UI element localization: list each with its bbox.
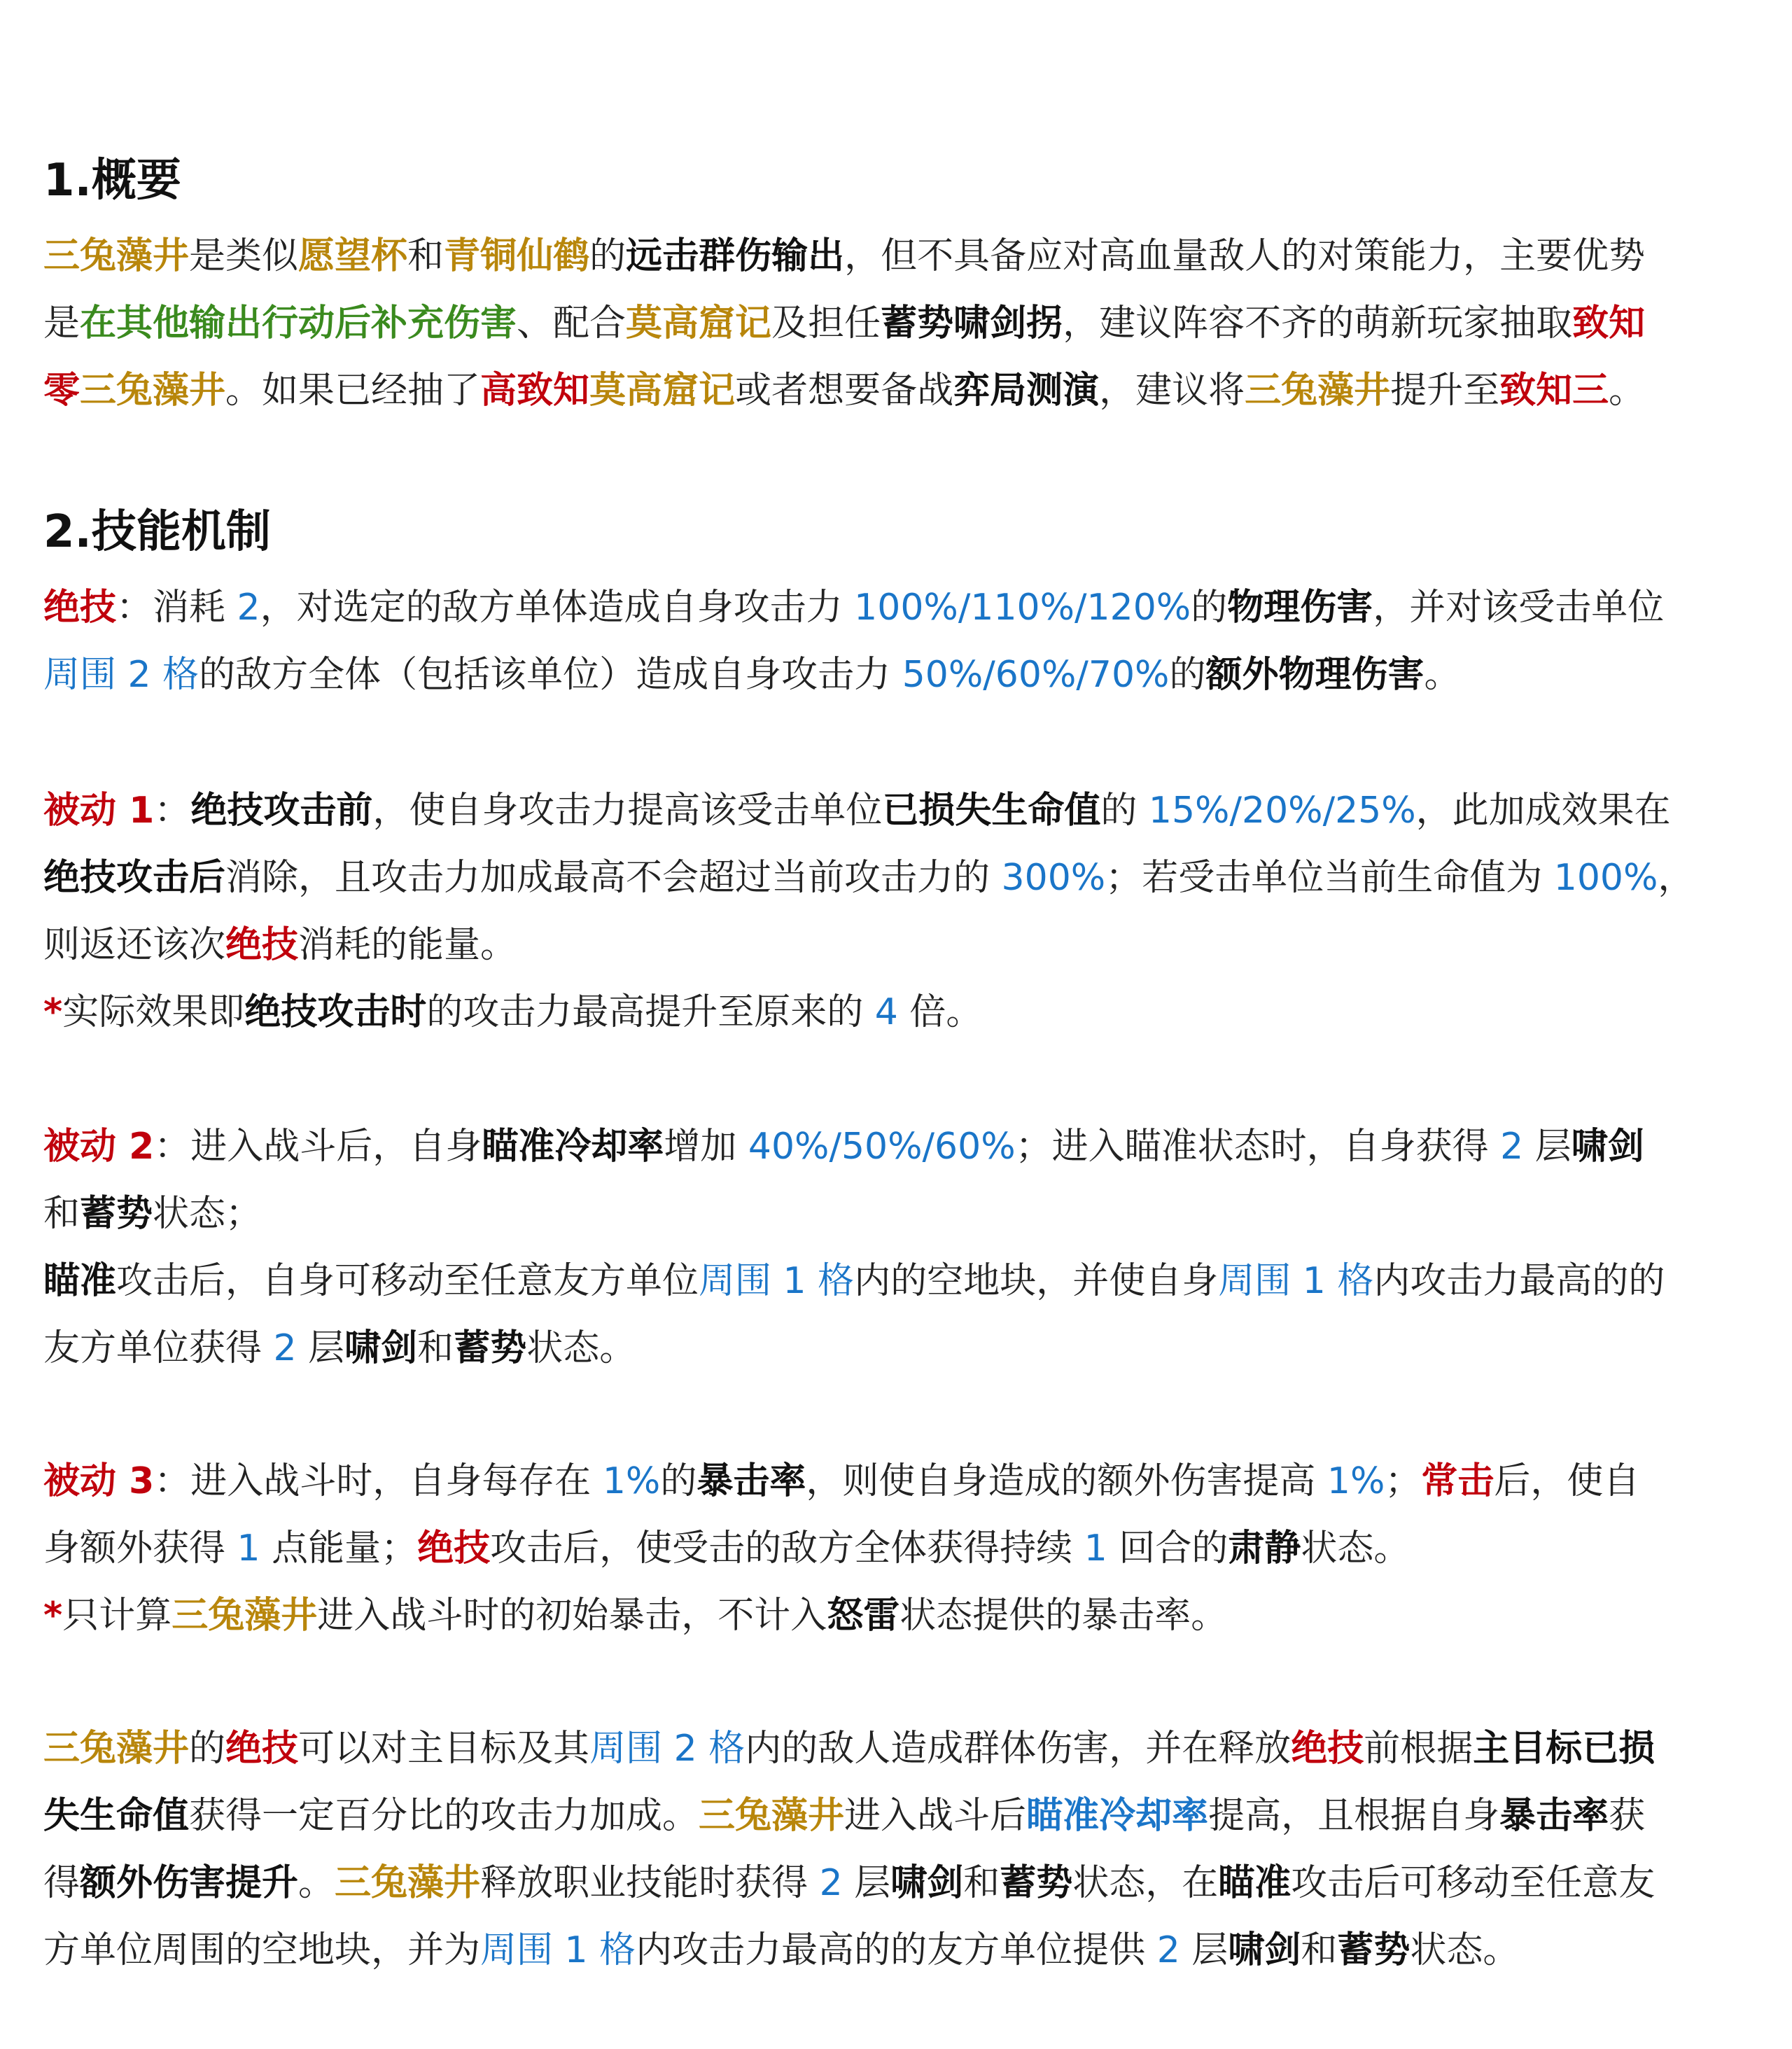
term-mogaokuji: 莫高窟记 [589,370,736,412]
section-heading-overview: 1.概要 [43,155,181,207]
term-sanzaojing: 三兔藻井 [1245,370,1391,412]
term: 暴击率 [696,1460,806,1502]
text: 可以对主目标及其 [298,1728,590,1770]
value: 周围 1 格 [1218,1260,1374,1302]
value: 1% [602,1460,661,1502]
term-high-zhizhi: 高致知 [480,370,590,412]
term-zero: 零 [43,370,80,412]
text: 获 [1609,1795,1646,1837]
text: 状态。 [526,1327,636,1369]
text: 。 [1424,654,1461,696]
term-sanzaojing: 三兔藻井 [80,370,226,412]
value: 100%/110%/120% [854,587,1191,629]
term: 瞄准冷却率 [482,1126,664,1168]
term-passive-2: 被动 2 [43,1126,155,1168]
text: 的敌方全体（包括该单位）造成自身攻击力 [199,654,902,696]
term-yuanwangbei: 愿望杯 [298,235,408,277]
term-passive-3: 被动 3 [43,1460,155,1502]
text: ； [1385,1460,1422,1502]
term: 蓄势 [80,1193,153,1235]
term: 瞄准 [1218,1862,1292,1904]
note-asterisk: * [43,1595,63,1637]
text: ，则使自身造成的额外伤害提高 [806,1460,1327,1502]
term: 绝技攻击时 [244,991,427,1033]
summary-line-2 [43,1782,1751,1849]
p2-line-4 [43,1315,1751,1382]
p1-line-1 [43,777,1751,844]
text: 攻击后，使受击的敌方全体获得持续 [490,1527,1084,1569]
text: 。 [298,1862,335,1904]
text: 或者想要备战 [735,370,954,412]
text: 回合的 [1107,1527,1228,1569]
term: 啸剑 [890,1862,964,1904]
term: 啸剑 [1228,1929,1301,1971]
text: 的 [1169,654,1206,696]
value: 周围 1 格 [699,1260,855,1302]
overview-line-2 [43,290,1751,357]
text: 释放职业技能时获得 [480,1862,820,1904]
text: 层 [1523,1126,1572,1168]
text: 内的敌人造成群体伤害，并在释放 [745,1728,1292,1770]
term: 主目标已损 [1473,1728,1656,1770]
text: 只计算 [62,1595,172,1637]
text: 获得一定百分比的攻击力加成。 [189,1795,699,1837]
term-physical-damage: 物理伤害 [1227,587,1373,629]
value: 2 [237,587,260,629]
term: 啸剑 [344,1327,418,1369]
passive-1-paragraph [43,777,1751,1046]
text: 和 [963,1862,1000,1904]
text: ，并对该受击单位 [1373,587,1665,629]
text: 友方单位获得 [43,1327,274,1369]
text: 及担任 [771,302,881,344]
term: 瞄准 [43,1260,117,1302]
note-asterisk: * [43,991,63,1033]
term-ultimate: 绝技 [417,1527,491,1569]
value: 1 [237,1527,260,1569]
text: 的 [189,1728,226,1770]
value: 周围 2 格 [589,1728,746,1770]
text: ， [1658,857,1695,899]
value: 周围 2 格 [43,654,200,696]
term-sanzaojing: 三兔藻井 [43,235,190,277]
value: 40%/50%/60% [748,1126,1016,1168]
text: 是类似 [189,235,299,277]
text: ，但不具备应对高血量敌人的对策能力，主要优势 [844,235,1646,277]
text: ，建议将 [1099,370,1245,412]
term: 怒雷 [827,1595,900,1637]
text: ，使自身攻击力提高该受击单位 [372,790,883,832]
term-ultimate: 绝技 [225,1728,299,1770]
term-ultimate: 绝技 [1291,1728,1364,1770]
text: 和 [43,1193,80,1235]
term-aoe-output: 远击群伤输出 [626,235,845,277]
term-mogaokuji: 莫高窟记 [626,302,772,344]
value: 周围 1 格 [480,1929,636,1971]
value: 1% [1326,1460,1385,1502]
term-ultimate: 绝技 [225,924,299,966]
text: 层 [1180,1929,1228,1971]
text: 方单位周围的空地块，并为 [43,1929,481,1971]
text: 的 [660,1460,697,1502]
text: 得 [43,1862,80,1904]
term: 蓄势 [1000,1862,1073,1904]
p2-line-2 [43,1180,1751,1247]
text: ，此加成效果在 [1415,790,1671,832]
p1-line-2 [43,844,1751,911]
passive-2-paragraph [43,1113,1751,1382]
term: 额外伤害提升 [80,1862,299,1904]
text: ，对选定的敌方单体造成自身攻击力 [260,587,855,629]
term-zhizhi-three: 致知三 [1499,370,1609,412]
value: 15%/20%/25% [1148,790,1416,832]
term: 失生命值 [43,1795,190,1837]
text: 状态提供的暴击率。 [899,1595,1228,1637]
text: 消除，且攻击力加成最高不会超过当前攻击力的 [225,857,1002,899]
term-supplement-damage: 在其他输出行动后补充伤害 [80,302,517,344]
text: 提高，且根据自身 [1208,1795,1500,1837]
text: 和 [417,1327,454,1369]
text: 和 [1301,1929,1338,1971]
term-aim-cooldown: 瞄准冷却率 [1026,1795,1209,1837]
text: 的 [589,235,626,277]
value: 50%/60%/70% [902,654,1170,696]
term: 蓄势 [1337,1929,1410,1971]
term-normal-attack: 常击 [1421,1460,1494,1502]
text: 攻击后可移动至任意友 [1291,1862,1656,1904]
term: 绝技攻击前 [190,790,373,832]
text: 层 [296,1327,345,1369]
text: 点能量； [260,1527,418,1569]
text: ： [154,790,191,832]
text: ：消耗 [116,587,237,629]
summary-line-4 [43,1917,1751,1984]
text: 提升至 [1390,370,1500,412]
overview-paragraph [43,223,1751,424]
term: 蓄势 [454,1327,527,1369]
text: 和 [407,235,444,277]
text: 状态； [153,1193,262,1235]
text: 内攻击力最高的的 [1373,1260,1665,1302]
term: 啸剑 [1571,1126,1644,1168]
p2-line-1 [43,1113,1751,1180]
term-sanzaojing: 三兔藻井 [43,1728,190,1770]
ult-line-1 [43,574,1751,641]
text: 倍。 [897,991,983,1033]
p3-line-2 [43,1515,1751,1582]
value: 2 [1156,1929,1180,1971]
text: 状态。 [1410,1929,1520,1971]
text: 层 [842,1862,891,1904]
text: 身额外获得 [43,1527,237,1569]
p3-line-1 [43,1448,1751,1515]
text: 攻击后，自身可移动至任意友方单位 [116,1260,699,1302]
term: 肃静 [1228,1527,1301,1569]
p1-line-4 [43,979,1751,1046]
text: 。如果已经抽了 [225,370,481,412]
overview-line-3 [43,357,1751,424]
term-sanzaojing: 三兔藻井 [172,1595,318,1637]
term-yijuceyan: 弈局测演 [953,370,1100,412]
summary-line-3 [43,1849,1751,1917]
section-heading-skills: 2.技能机制 [43,506,271,558]
overview-line-1 [43,223,1751,290]
text: 的 [1191,587,1228,629]
text: 状态，在 [1072,1862,1219,1904]
text: 则返还该次 [43,924,226,966]
text: ；若受击单位当前生命值为 [1105,857,1554,899]
term: 已损失生命值 [882,790,1101,832]
term-passive-1: 被动 1 [43,790,155,832]
p1-line-3 [43,911,1751,979]
text: 前根据 [1364,1728,1474,1770]
text: ，建议阵容不齐的萌新玩家抽取 [1063,302,1573,344]
text: 进入战斗时的初始暴击，不计入 [317,1595,827,1637]
value: 2 [819,1862,843,1904]
value: 100% [1553,857,1658,899]
value: 2 [273,1327,297,1369]
term-sanzaojing: 三兔藻井 [699,1795,845,1837]
text: 内的空地块，并使自身 [854,1260,1219,1302]
text: 的 [1100,790,1149,832]
term: 暴击率 [1499,1795,1609,1837]
text: ；进入瞄准状态时，自身获得 [1015,1126,1501,1168]
term-sanzaojing: 三兔藻井 [335,1862,481,1904]
value: 4 [874,991,898,1033]
text: 消耗的能量。 [298,924,517,966]
term-qingtongxianhe: 青铜仙鹤 [444,235,590,277]
summary-paragraph [43,1715,1751,1984]
p3-line-3 [43,1582,1751,1649]
passive-3-paragraph [43,1448,1751,1649]
ult-line-2 [43,641,1751,708]
value: 1 [1084,1527,1107,1569]
term-zhizhi: 致知 [1572,302,1646,344]
term-extra-physical-damage: 额外物理伤害 [1205,654,1424,696]
term-ultimate: 绝技 [43,587,117,629]
text: 增加 [664,1126,748,1168]
summary-line-1 [43,1715,1751,1782]
text: ：进入战斗时，自身每存在 [154,1460,603,1502]
text: 的攻击力最高提升至原来的 [426,991,875,1033]
text: 后，使自 [1494,1460,1640,1502]
value: 300% [1001,857,1106,899]
text: 进入战斗后 [844,1795,1027,1837]
p2-line-3 [43,1247,1751,1315]
text: 是 [43,302,80,344]
value: 2 [1500,1126,1524,1168]
term-role: 蓄势啸剑拐 [881,302,1063,344]
text: 实际效果即 [62,991,245,1033]
ultimate-paragraph [43,574,1751,708]
text: 。 [1609,370,1646,412]
text: 状态。 [1301,1527,1410,1569]
term: 绝技攻击后 [43,857,226,899]
text: 、配合 [517,302,626,344]
text: ：进入战斗后，自身 [154,1126,482,1168]
text: 内攻击力最高的的友方单位提供 [636,1929,1157,1971]
